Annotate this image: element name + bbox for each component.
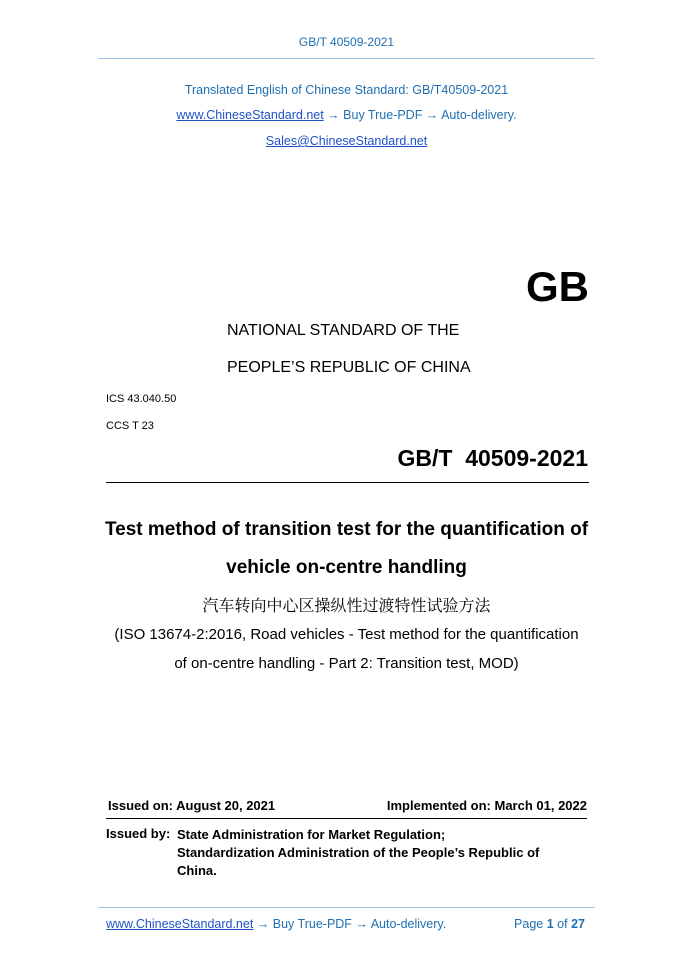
ccs-code: CCS T 23 [106, 420, 154, 432]
of-label: of [557, 917, 568, 931]
gb-mark: GB [526, 263, 589, 310]
issued-by-label: Issued by: [106, 826, 171, 841]
issued-on: Issued on: August 20, 2021 [108, 798, 276, 813]
standard-number: GB/T 40509-2021 [397, 445, 588, 471]
iso-line-2: of on-centre handling - Part 2: Transition test, MOD) [174, 655, 519, 672]
implemented-on: Implemented on: March 01, 2022 [386, 798, 587, 813]
footer-buy-text: → Buy True-PDF → Auto-delivery. [253, 917, 447, 931]
footer-site-link[interactable]: www.ChineseStandard.net [106, 917, 254, 931]
header-code: GB/T 40509-2021 [298, 35, 395, 49]
iso-line-1: (ISO 13674-2:2016, Road vehicles - Test method for the quantification [114, 626, 579, 643]
title-line-1: Test method of transition test for the quantification of [104, 519, 589, 540]
footer-buy-line [106, 917, 446, 931]
header-rule [98, 58, 595, 59]
page-label: Page [514, 917, 544, 931]
national-line-1: NATIONAL STANDARD OF THE [227, 322, 460, 339]
footer-rule [98, 907, 595, 908]
issued-by-line-2: Standardization Administration of the People’s Republic of [177, 845, 540, 860]
national-line-2: PEOPLE’S REPUBLIC OF CHINA [227, 359, 471, 376]
dates-rule [106, 818, 587, 819]
issued-by-line-3: China. [177, 863, 217, 878]
promo-email-link[interactable]: Sales@ChineseStandard.net [265, 134, 428, 148]
page-indicator [514, 917, 585, 931]
issued-by-line-1: State Administration for Market Regulation; [177, 827, 446, 842]
page-total: 27 [571, 917, 585, 931]
ics-code: ICS 43.040.50 [106, 393, 177, 405]
promo-email-line [0, 134, 693, 148]
number-rule [106, 482, 589, 483]
title-line-2: vehicle on-centre handling [226, 557, 467, 578]
promo-buy-line [0, 108, 693, 122]
page-number: 1 [546, 917, 554, 931]
promo-line: Translated English of Chinese Standard: GB/T40509-2021 [184, 83, 509, 97]
promo-site-link[interactable]: www.ChineseStandard.net [176, 108, 324, 122]
promo-buy-text: → Buy True-PDF → Auto-delivery. [323, 108, 517, 122]
title-chinese: 汽车转向中心区操纵性过渡特性试验方法 [202, 596, 491, 615]
issued-by-block [177, 826, 539, 880]
